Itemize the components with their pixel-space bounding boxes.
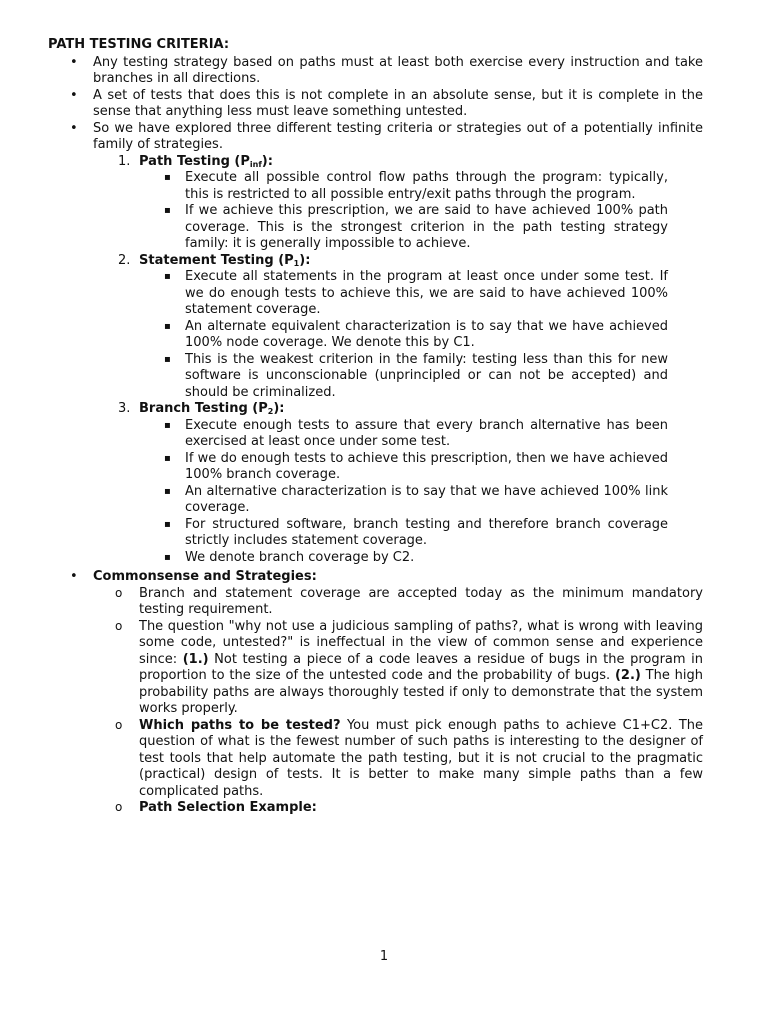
criterion-item: ▪ For structured software, branch testing and therefore branch coverage strictly includes statement coverage. [164,516,668,548]
section-heading: PATH TESTING CRITERIA: [48,37,230,52]
criterion-heading: 1. Path Testing $(P_{inf})$: [118,153,273,169]
commonsense-item: o The question "why not use a judicious sampling of paths?, what is wrong with leaving some code, untested?" is ineffectual in the view of common sense and experience since: (1.) Not testing a piece of a code leaves a residue of bugs in the program in proportion to the size of the untested code and the probability of bugs. (2.) The high probability paths are always thoroughly tested if only to demonstrate that the system works properly. [115,618,703,716]
criterion-item: ▪ Execute all statements in the program at least once under some test. If we do enough tests to achieve this, we are said to have achieved 100% statement coverage. [164,269,668,317]
criterion-item: ▪ Execute enough tests to assure that every branch alternative has been exercised at least once under some test. [164,417,668,449]
criterion-heading: 2. Statement Testing $(P_1)$: [118,252,311,268]
commonsense-item: o Path Selection Example: [115,800,317,815]
bullet-marker: • [70,87,78,103]
criterion-heading: 3. Branch Testing $(P_2)$: [118,401,285,416]
criterion-item: ▪ An alternative characterization is to say that we have achieved 100% link coverage. [164,483,668,515]
bullet-marker: • [70,54,78,70]
criterion-item: ▪ If we do enough tests to achieve this prescription, then we have achieved 100% branch coverage. [164,450,668,482]
intro-bullet: • Any testing strategy based on paths must at least both exercise every instruction and take branches in all directions. [70,54,703,86]
commonsense-item: o Which paths to be tested? You must pick enough paths to achieve C1+C2. The question of what is the fewest number of such paths is interesting to the designer of test tools that help automate the path testing, but it is not crucial to the pragmatic (practical) design of tests. It is better to make many simple paths than a few complicated paths. [115,717,703,799]
document-body [48,37,703,817]
intro-bullet: • So we have explored three different testing criteria or strategies out of a potentially infinite family of strategies. [70,120,703,152]
page-number: 1 [379,949,389,964]
bullet-marker: • [70,120,78,136]
criterion-item: ▪ We denote branch coverage by C2. [164,549,415,565]
criterion-item: ▪ This is the weakest criterion in the family: testing less than this for new software is unconscionable (unprincipled or can not be accepted) and should be criminalized. [164,351,668,400]
commonsense-heading: • Commonsense and Strategies: [70,569,317,584]
criterion-item: ▪ An alternate equivalent characterization is to say that we have achieved 100% node coverage. We denote this by C1. [164,318,668,350]
criterion-item: ▪ Execute all possible control flow paths through the program: typically, this is restricted to all possible entry/exit paths through the program. [164,170,668,202]
commonsense-item: o Branch and statement coverage are accepted today as the minimum mandatory testing requirement. [115,585,703,617]
criterion-item: ▪ If we achieve this prescription, we are said to have achieved 100% path coverage. This is the strongest criterion in the path testing strategy family: it is generally impossible to achieve. [164,203,668,251]
intro-bullet: • A set of tests that does this is not complete in an absolute sense, but it is complete in the sense that anything less must leave something untested. [70,87,703,119]
